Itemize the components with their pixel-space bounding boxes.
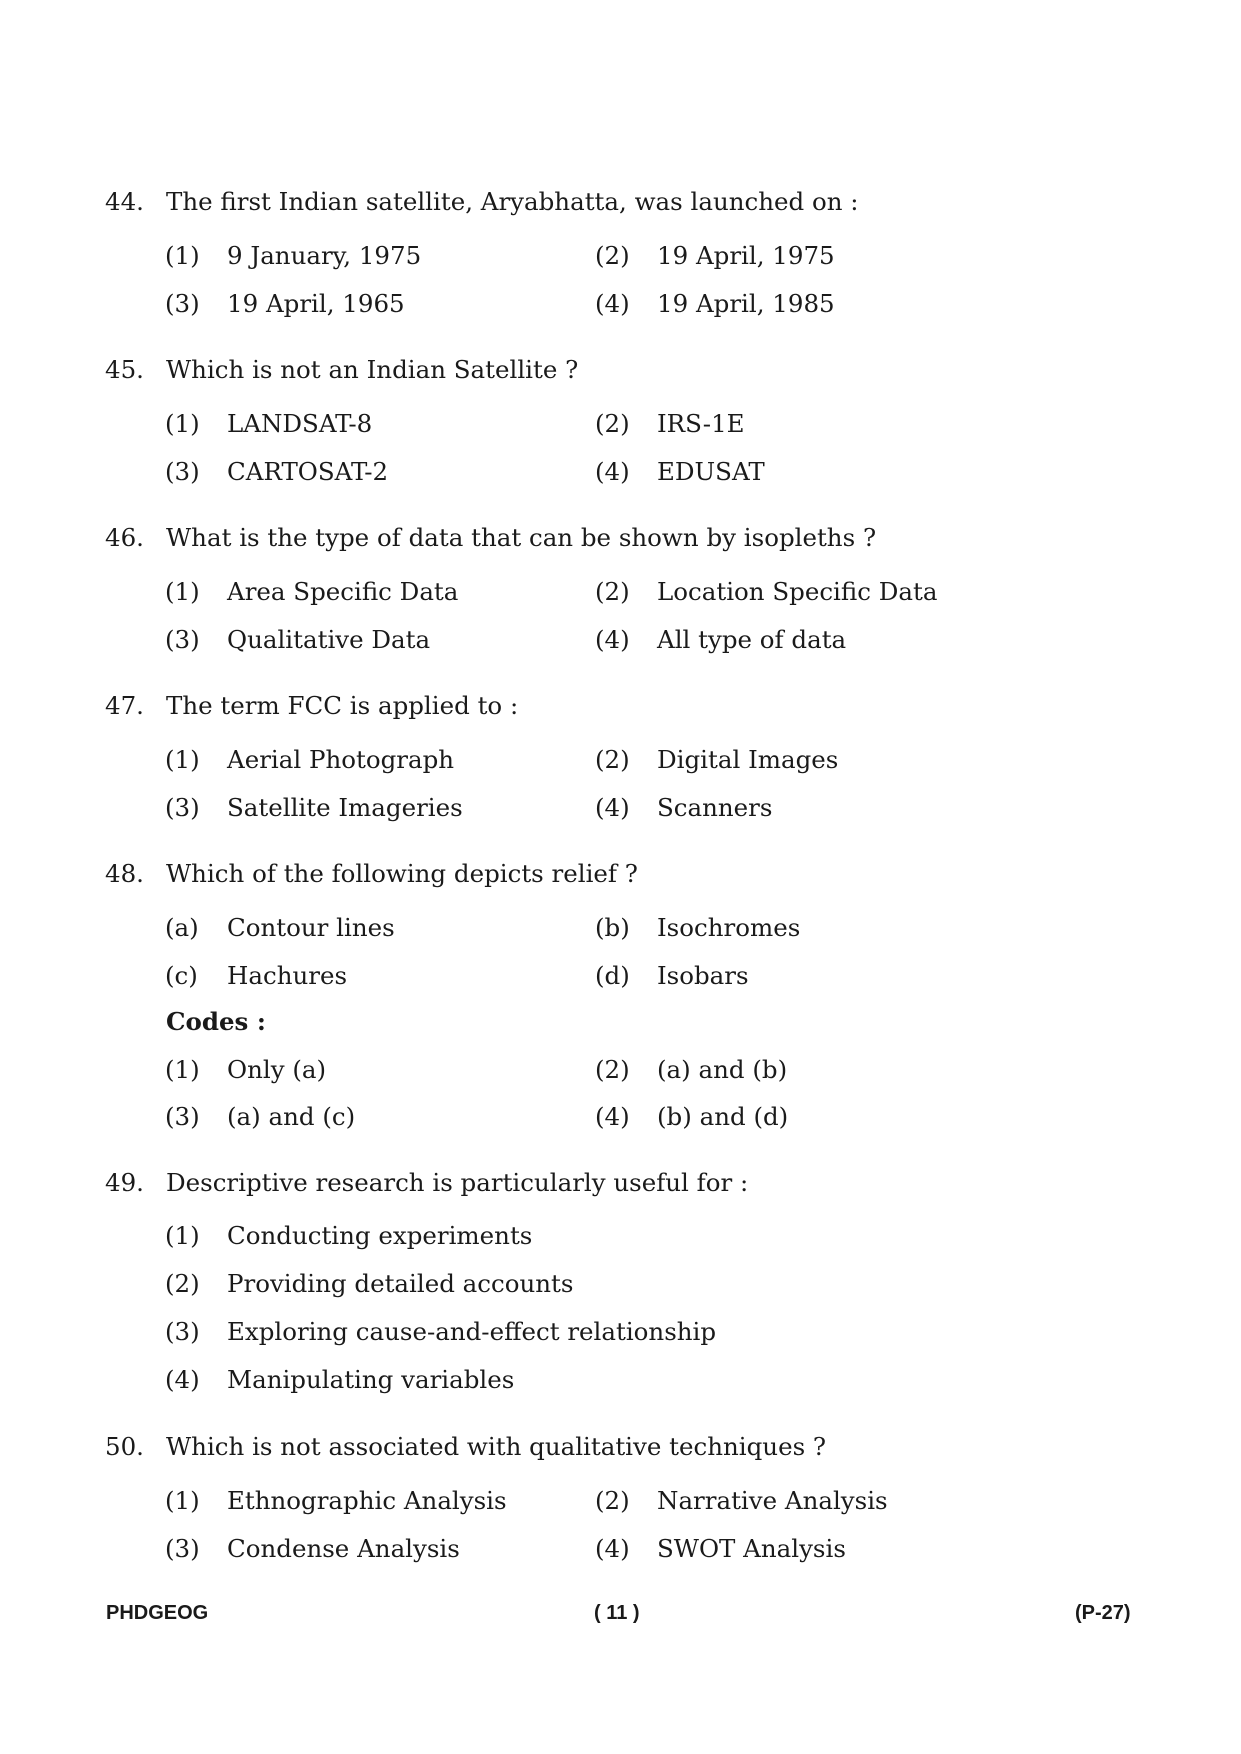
item-text: Contour lines xyxy=(227,913,395,942)
option-text: (b) and (d) xyxy=(657,1102,789,1131)
option-text: Location Specific Data xyxy=(657,577,938,606)
option-number: (2) xyxy=(595,1055,630,1084)
option-number: (3) xyxy=(165,1534,200,1563)
option-text: All type of data xyxy=(657,625,847,654)
option-number: (3) xyxy=(165,457,200,486)
option-text: Providing detailed accounts xyxy=(227,1269,574,1298)
option-number: (2) xyxy=(595,1486,630,1515)
option-number: (1) xyxy=(165,745,200,774)
question-number: 46. xyxy=(105,523,144,552)
option-number: (2) xyxy=(595,241,630,270)
option-number: (1) xyxy=(165,241,200,270)
option-text: Qualitative Data xyxy=(227,625,431,654)
question-text: Descriptive research is particularly useful for : xyxy=(166,1168,749,1197)
option-number: (3) xyxy=(165,1317,200,1346)
option-number: (4) xyxy=(595,1534,630,1563)
option-text: 9 January, 1975 xyxy=(227,241,422,270)
option-text: CARTOSAT-2 xyxy=(227,457,389,486)
question-number: 49. xyxy=(105,1168,144,1197)
option-text: SWOT Analysis xyxy=(657,1534,846,1563)
question-text: The first Indian satellite, Aryabhatta, was launched on : xyxy=(166,187,859,216)
option-number: (2) xyxy=(595,577,630,606)
item-label: (c) xyxy=(165,961,198,990)
option-text: Only (a) xyxy=(227,1055,327,1084)
option-text: 19 April, 1975 xyxy=(657,241,835,270)
question-text: What is the type of data that can be shown by isopleths ? xyxy=(166,523,877,552)
option-number: (4) xyxy=(595,793,630,822)
option-number: (1) xyxy=(165,1486,200,1515)
option-number: (2) xyxy=(595,745,630,774)
question-text: Which of the following depicts relief ? xyxy=(166,859,638,888)
question-text: The term FCC is applied to : xyxy=(166,691,519,720)
option-text: Scanners xyxy=(657,793,773,822)
codes-label: Codes : xyxy=(166,1007,266,1036)
option-text: Conducting experiments xyxy=(227,1221,533,1250)
option-text: Ethnographic Analysis xyxy=(227,1486,507,1515)
option-number: (2) xyxy=(165,1269,200,1298)
item-label: (d) xyxy=(595,961,630,990)
option-text: Digital Images xyxy=(657,745,839,774)
option-text: (a) and (b) xyxy=(657,1055,788,1084)
question-number: 48. xyxy=(105,859,144,888)
question-number: 45. xyxy=(105,355,144,384)
option-number: (3) xyxy=(165,793,200,822)
option-text: Area Specific Data xyxy=(227,577,459,606)
option-text: 19 April, 1985 xyxy=(657,289,835,318)
option-text: IRS-1E xyxy=(657,409,745,438)
item-text: Isobars xyxy=(657,961,749,990)
option-text: Manipulating variables xyxy=(227,1365,515,1394)
paper-code: PHDGEOG xyxy=(106,1602,209,1624)
option-text: EDUSAT xyxy=(657,457,765,486)
option-text: (a) and (c) xyxy=(227,1102,356,1131)
item-label: (a) xyxy=(165,913,199,942)
option-text: Aerial Photograph xyxy=(227,745,455,774)
question-text: Which is not an Indian Satellite ? xyxy=(166,355,579,384)
option-number: (1) xyxy=(165,577,200,606)
option-number: (4) xyxy=(595,289,630,318)
option-number: (3) xyxy=(165,1102,200,1131)
option-text: 19 April, 1965 xyxy=(227,289,405,318)
question-text: Which is not associated with qualitative techniques ? xyxy=(166,1432,827,1461)
page-number: ( 11 ) xyxy=(594,1602,640,1624)
option-number: (4) xyxy=(595,457,630,486)
set-code: (P-27) xyxy=(1075,1602,1131,1624)
item-text: Isochromes xyxy=(657,913,801,942)
question-number: 50. xyxy=(105,1432,144,1461)
option-number: (4) xyxy=(165,1365,200,1394)
item-text: Hachures xyxy=(227,961,348,990)
option-number: (4) xyxy=(595,1102,630,1131)
option-text: Satellite Imageries xyxy=(227,793,463,822)
option-text: LANDSAT-8 xyxy=(227,409,373,438)
option-number: (1) xyxy=(165,409,200,438)
option-number: (1) xyxy=(165,1055,200,1084)
option-number: (3) xyxy=(165,289,200,318)
option-number: (4) xyxy=(595,625,630,654)
option-number: (1) xyxy=(165,1221,200,1250)
option-text: Condense Analysis xyxy=(227,1534,460,1563)
option-number: (3) xyxy=(165,625,200,654)
question-number: 44. xyxy=(105,187,144,216)
option-text: Narrative Analysis xyxy=(657,1486,888,1515)
option-text: Exploring cause-and-effect relationship xyxy=(227,1317,717,1346)
option-number: (2) xyxy=(595,409,630,438)
item-label: (b) xyxy=(595,913,630,942)
question-number: 47. xyxy=(105,691,144,720)
